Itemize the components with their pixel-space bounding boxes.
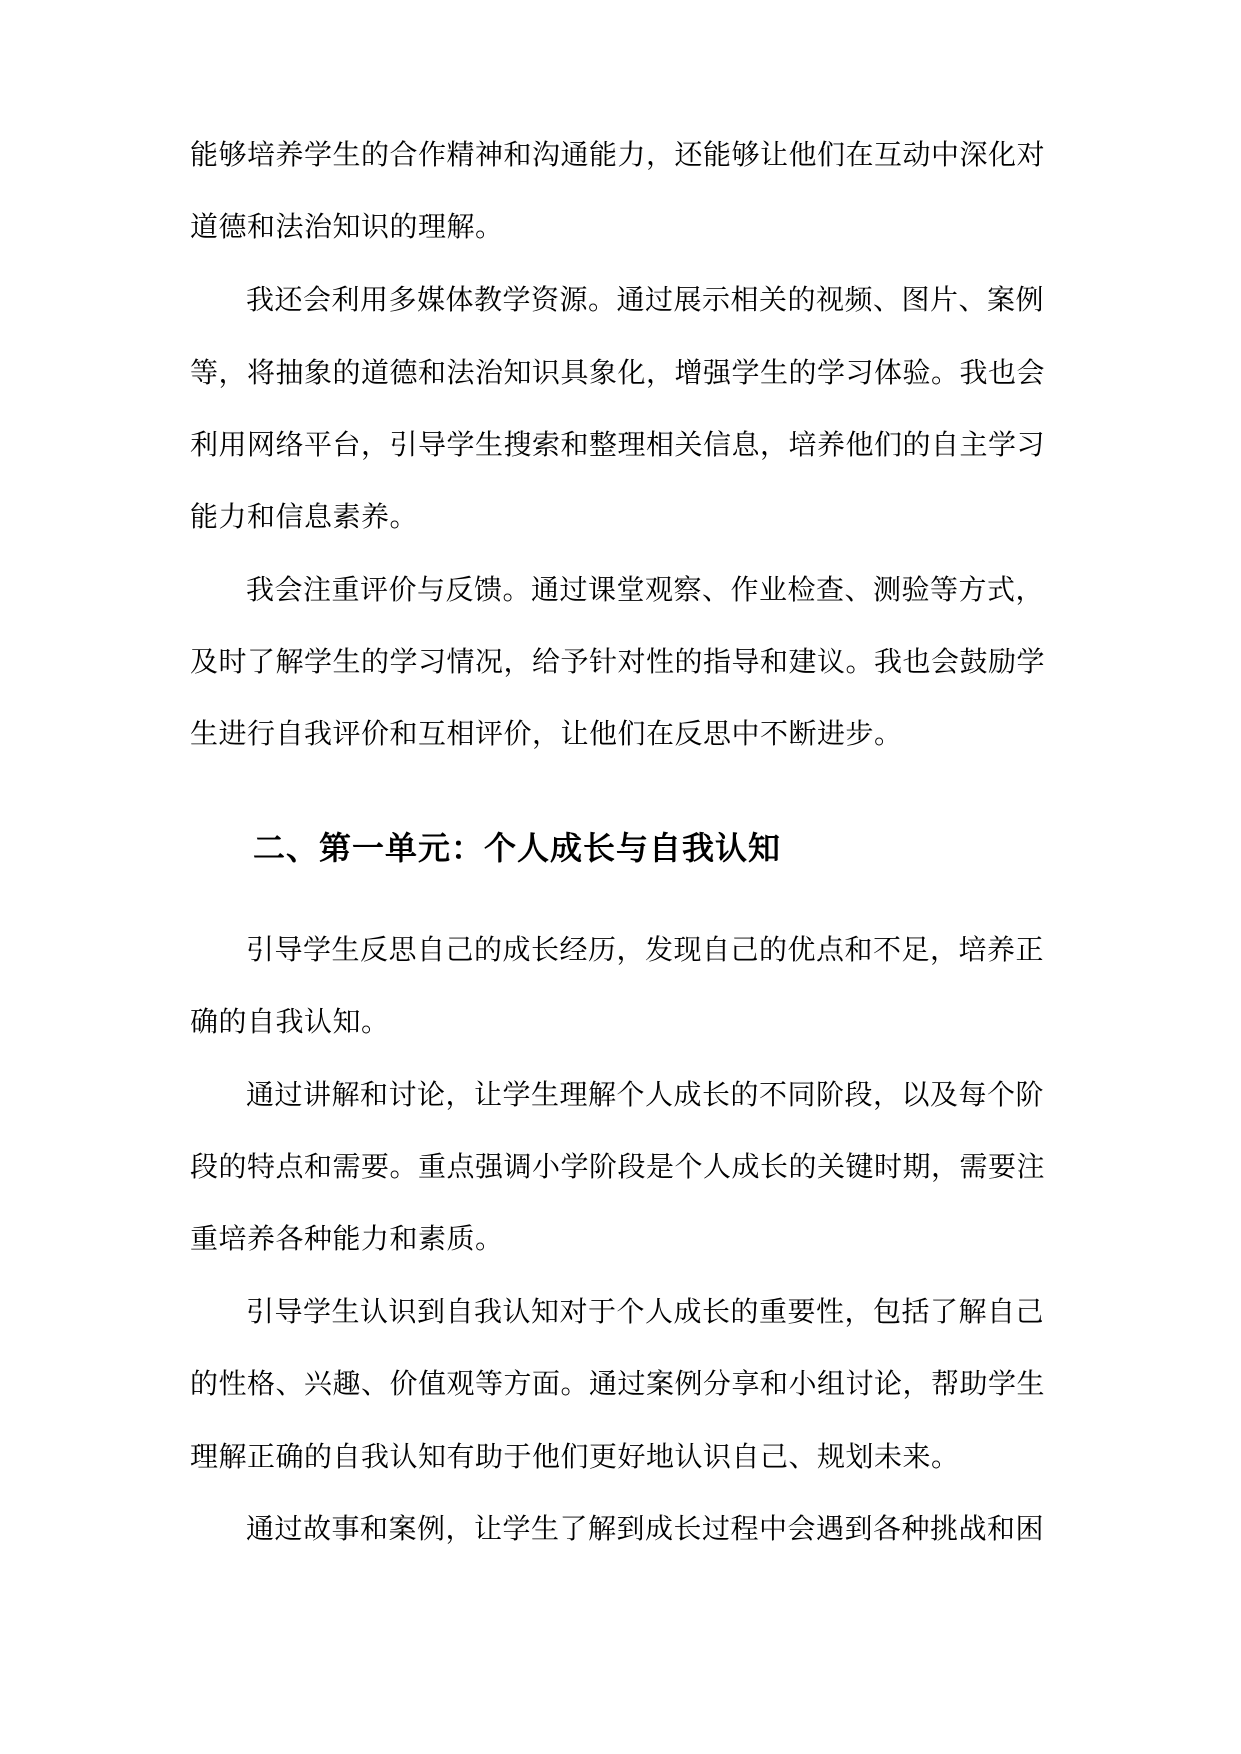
paragraph-line: 能够培养学生的合作精神和沟通能力，还能够让他们在互动中深化对 <box>190 138 1046 171</box>
paragraph-line: 我还会利用多媒体教学资源。通过展示相关的视频、图片、案例 <box>246 283 1045 316</box>
paragraph-line: 引导学生反思自己的成长经历，发现自己的优点和不足，培养正 <box>246 933 1045 966</box>
section-heading: 二、第一单元：个人成长与自我认知 <box>253 829 782 867</box>
paragraph-line: 引导学生认识到自我认知对于个人成长的重要性，包括了解自己 <box>246 1295 1045 1328</box>
paragraph-line: 通过讲解和讨论，让学生理解个人成长的不同阶段，以及每个阶 <box>246 1078 1045 1111</box>
paragraph-line: 段的特点和需要。重点强调小学阶段是个人成长的关键时期，需要注 <box>190 1150 1046 1183</box>
paragraph-line: 能力和信息素养。 <box>190 500 419 533</box>
paragraph-line: 及时了解学生的学习情况，给予针对性的指导和建议。我也会鼓励学 <box>190 645 1046 678</box>
paragraph-line: 我会注重评价与反馈。通过课堂观察、作业检查、测验等方式， <box>246 573 1045 606</box>
paragraph-line: 重培养各种能力和素质。 <box>190 1222 504 1255</box>
paragraph-line: 道德和法治知识的理解。 <box>190 210 504 243</box>
paragraph-line: 理解正确的自我认知有助于他们更好地认识自己、规划未来。 <box>190 1440 960 1473</box>
paragraph-line: 的性格、兴趣、价值观等方面。通过案例分享和小组讨论，帮助学生 <box>190 1367 1046 1400</box>
paragraph-line: 利用网络平台，引导学生搜索和整理相关信息，培养他们的自主学习 <box>190 428 1046 461</box>
paragraph-line: 生进行自我评价和互相评价，让他们在反思中不断进步。 <box>190 717 903 750</box>
paragraph-line: 确的自我认知。 <box>190 1005 390 1038</box>
paragraph-line: 等，将抽象的道德和法治知识具象化，增强学生的学习体验。我也会 <box>190 356 1046 389</box>
paragraph-line: 通过故事和案例，让学生了解到成长过程中会遇到各种挑战和困 <box>246 1512 1045 1545</box>
